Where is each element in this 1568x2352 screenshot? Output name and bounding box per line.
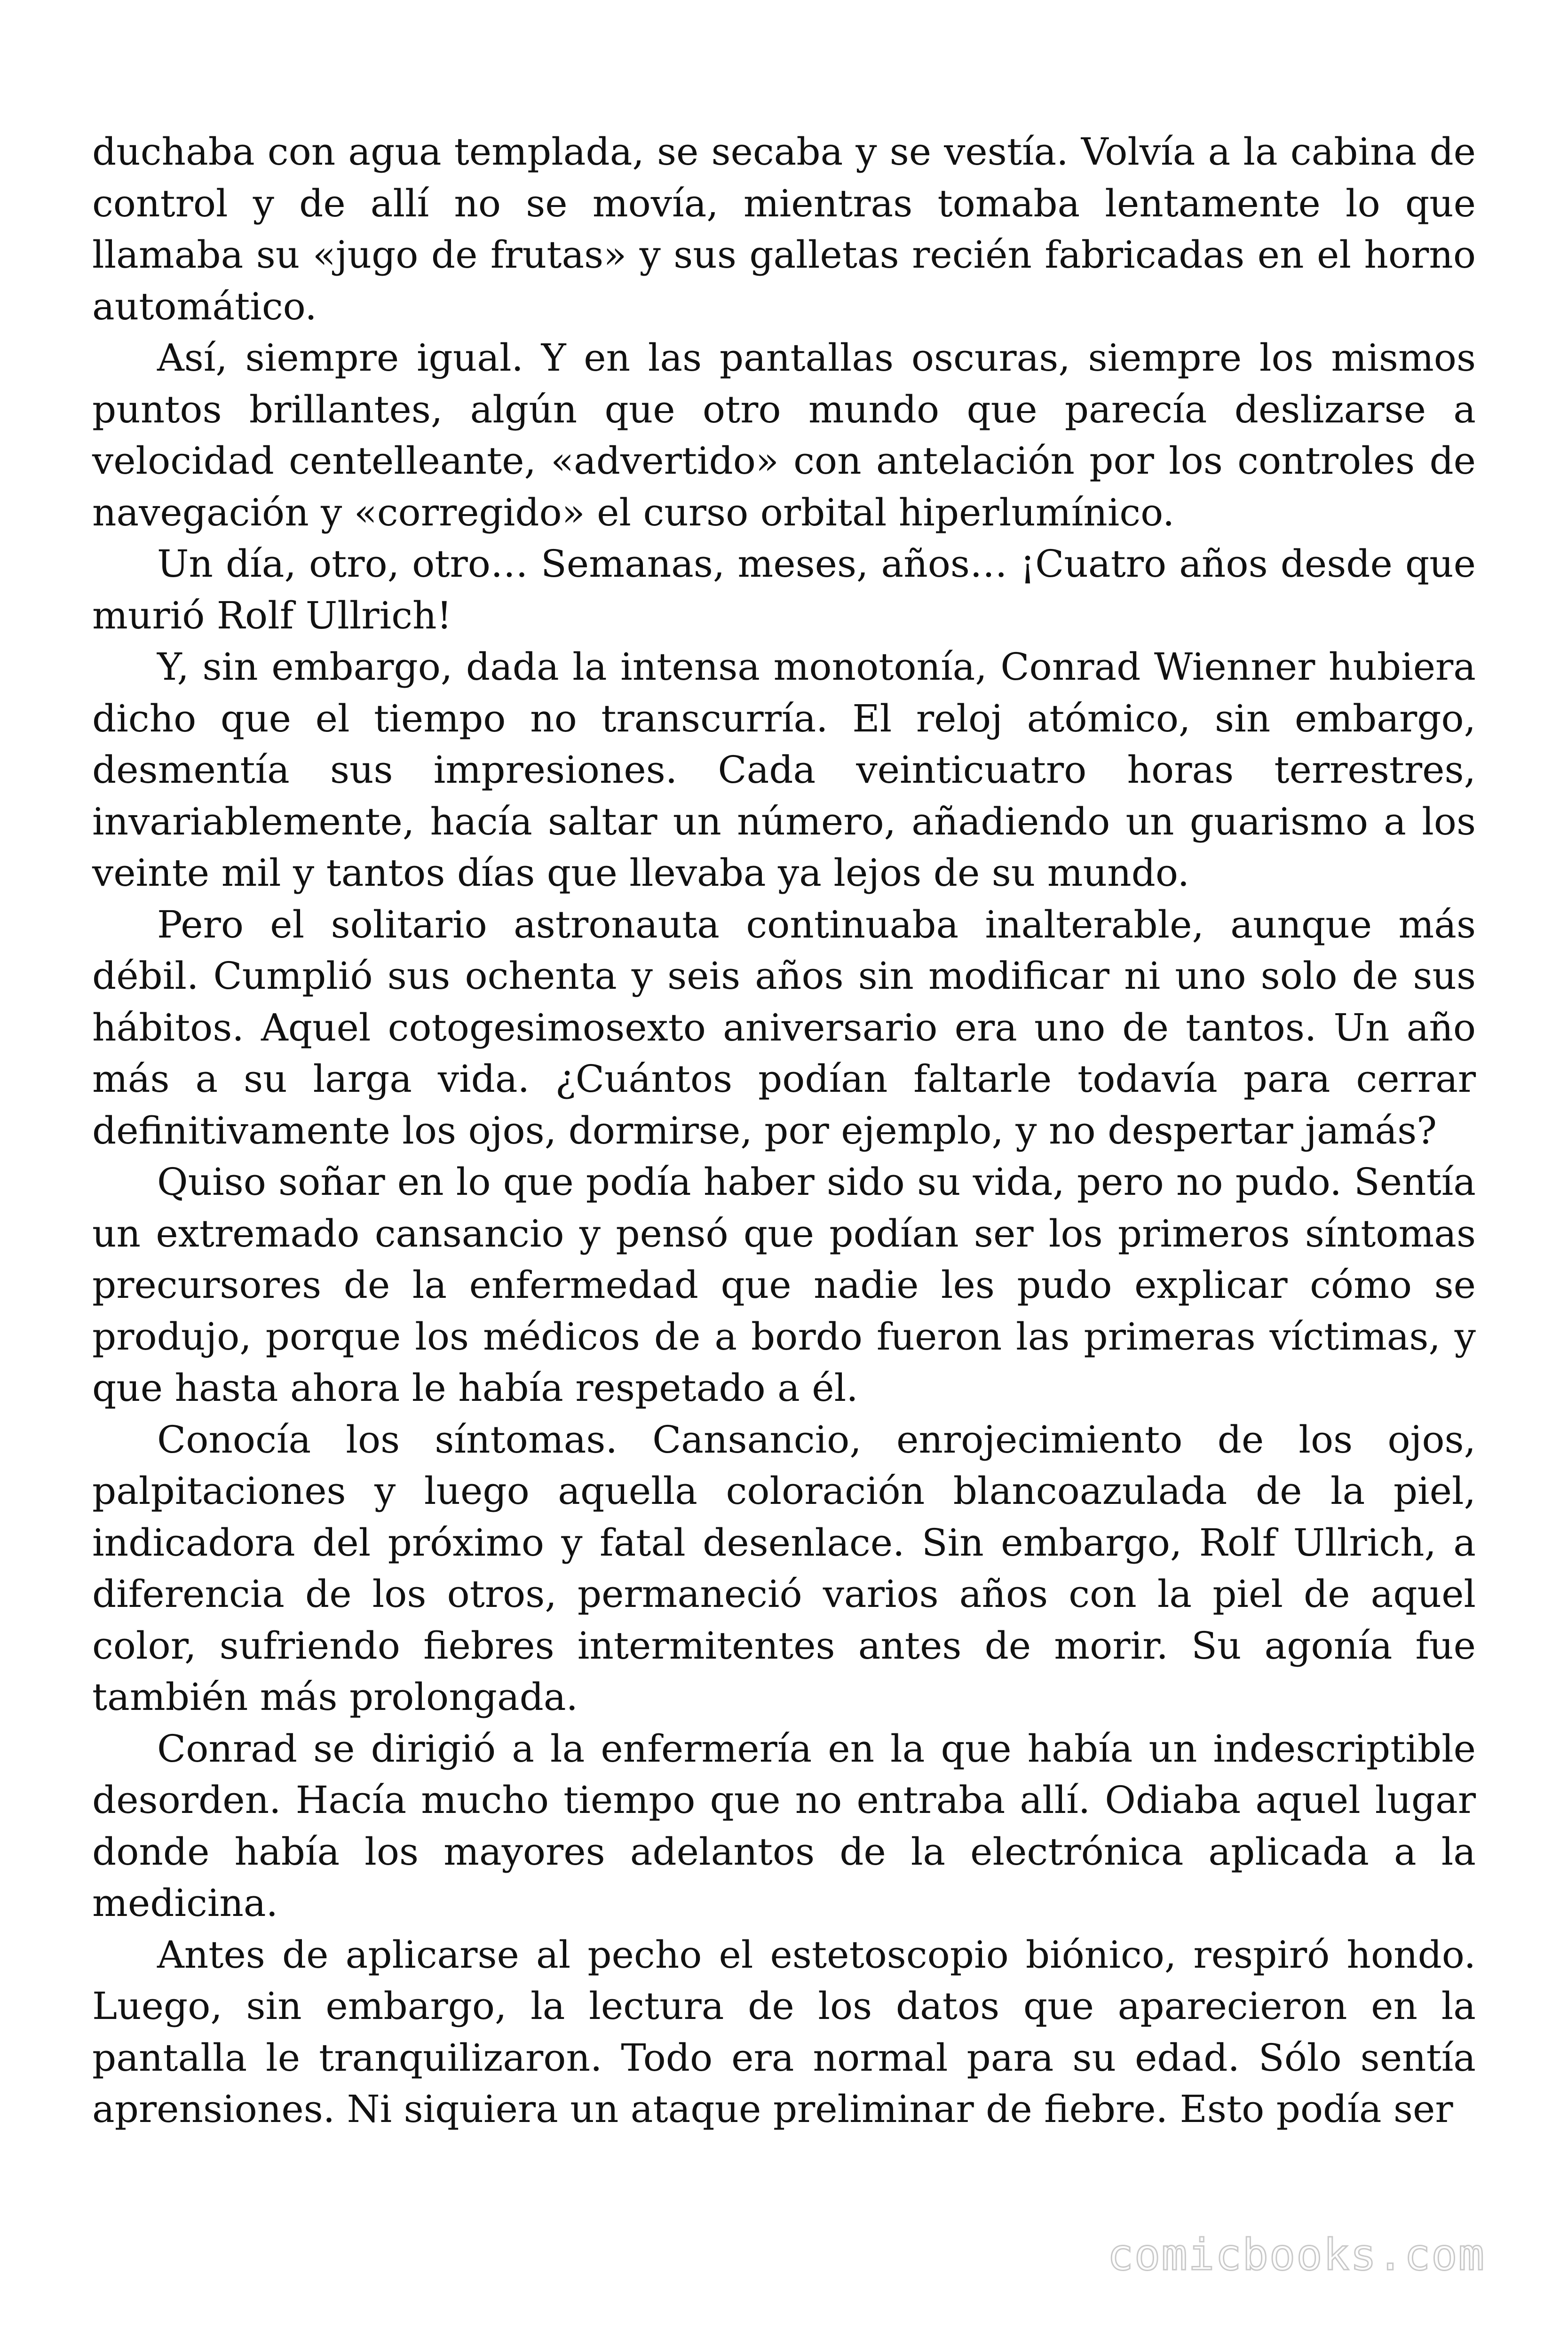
paragraph: Pero el solitario astronauta continuaba inalterable, aunque más débil. Cumplió sus ochenta y seis años sin modificar ni uno solo de sus hábitos. Aquel cotogesimosexto aniversario era uno de tantos. Un año más a su larga vida. ¿Cuántos podían faltarle todavía para cerrar definitivamente los ojos, dormirse, por ejemplo, y no despertar jamás? [92,902,1476,1152]
paragraph: Un día, otro, otro… Semanas, meses, años… ¡Cuatro años desde que murió Rolf Ullrich! [92,542,1476,637]
paragraph: Antes de aplicarse al pecho el estetoscopio biónico, respiró hondo. Luego, sin embargo, la lectura de los datos que aparecieron en la pantalla le tranquilizaron. Todo era normal para su edad. Sólo sentía aprensiones. Ni siquiera un ataque preliminar de fiebre. Esto podía ser [92,1932,1476,2131]
paragraph: Conocía los síntomas. Cansancio, enrojecimiento de los ojos, palpitaciones y luego aquella coloración blancoazulada de la piel, indicadora del próximo y fatal desenlace. Sin embargo, Rolf Ullrich, a diferencia de los otros, permaneció varios años con la piel de aquel color, sufriendo fiebres intermitentes antes de morir. Su agonía fue también más prolongada. [92,1417,1476,1719]
paragraph: Y, sin embargo, dada la intensa monotonía, Conrad Wienner hubiera dicho que el tiempo no transcurría. El reloj atómico, sin embargo, desmentía sus impresiones. Cada veinticuatro horas terrestres, invariablemente, hacía saltar un número, añadiendo un guarismo a los veinte mil y tantos días que llevaba ya lejos de su mundo. [92,645,1476,895]
paragraph: Así, siempre igual. Y en las pantallas oscuras, siempre los mismos puntos brillantes, algún que otro mundo que parecía deslizarse a velocidad centelleante, «advertido» con antelación por los controles de navegación y «corregido» el curso orbital hiperlumínico. [92,336,1476,534]
paragraph: Conrad se dirigió a la enfermería en la que había un indescriptible desorden. Hacía mucho tiempo que no entraba allí. Odiaba aquel lugar donde había los mayores adelantos de la electrónica aplicada a la medicina. [92,1726,1476,1925]
paragraph-continuation: duchaba con agua templada, se secaba y se vestía. Volvía a la cabina de control y de allí no se movía, mientras tomaba lentamente lo que llamaba su «jugo de frutas» y sus galletas recién fabricadas en el horno automático. [92,130,1476,328]
paragraph: Quiso soñar en lo que podía haber sido su vida, pero no pudo. Sentía un extremado cansancio y pensó que podían ser los primeros síntomas precursores de la enfermedad que nadie les pudo explicar cómo se produjo, porque los médicos de a bordo fueron las primeras víctimas, y que hasta ahora le había respetado a él. [92,1160,1476,1410]
watermark: comicbooks.com [1107,2230,1485,2280]
page-body [92,126,1476,2135]
